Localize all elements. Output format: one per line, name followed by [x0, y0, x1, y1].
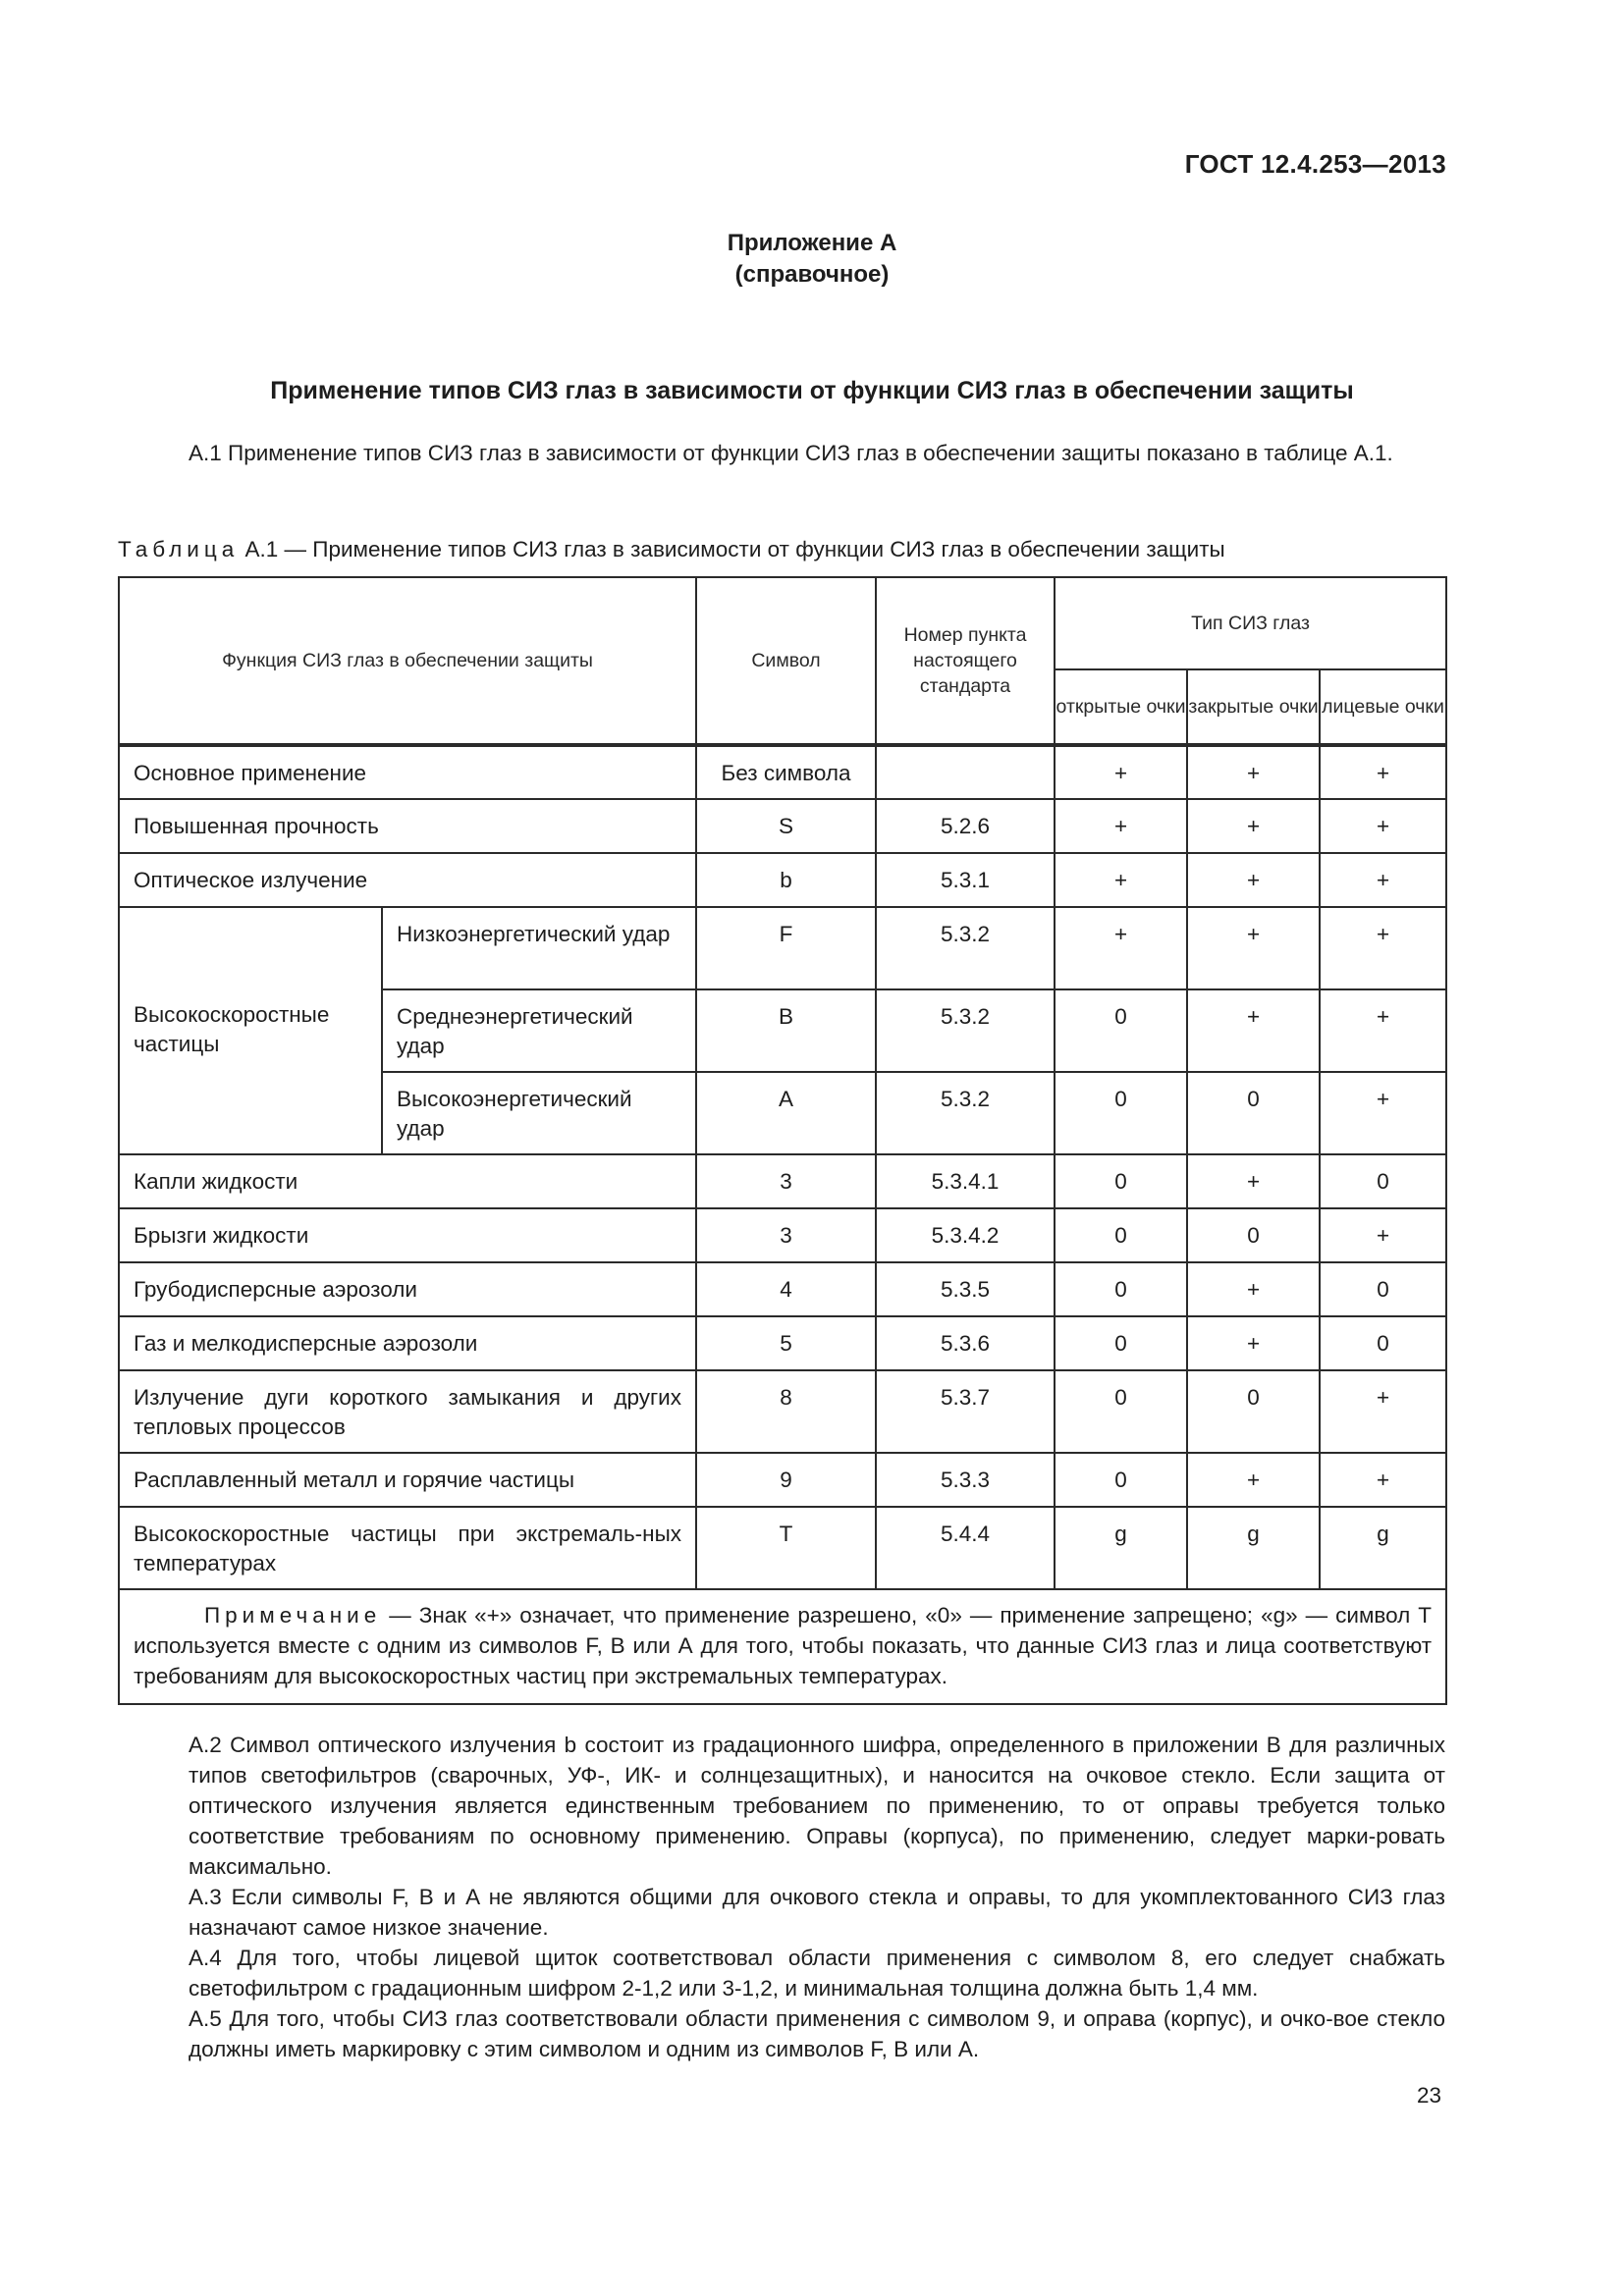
cell-closed: +: [1187, 989, 1320, 1072]
cell-symbol: A: [696, 1072, 876, 1154]
table-row: [119, 1316, 1446, 1370]
table-row: [119, 1262, 1446, 1316]
paragraph-a2-text: А.2 Символ оптического излучения b состоит из градационного шифра, определенного в приложении В для различных типов светофильтров (сварочных, УФ-, ИК- и солнцезащитных), и наносится на очковое стекло. Если защита от оптического излучения является единственным требованием по применению, то от оправы требуется только соответствие требованиям по основному применению. Оправы (корпуса), по применению, следует марки-ровать максимально.: [189, 1733, 1445, 1879]
cell-face: +: [1320, 1072, 1446, 1154]
page-number: 23: [1416, 2083, 1441, 2108]
cell-open: +: [1055, 745, 1187, 799]
cell-open: 0: [1055, 1208, 1187, 1262]
cell-face: 0: [1320, 1316, 1446, 1370]
cell-symbol: T: [696, 1507, 876, 1589]
cell-function: Расплавленный металл и горячие частицы: [119, 1453, 696, 1507]
table-note-row: [119, 1589, 1446, 1704]
table-note-label: Примечание: [204, 1603, 382, 1628]
cell-closed: 0: [1187, 1208, 1320, 1262]
cell-group-label: Высокоскоростные частицы: [119, 907, 382, 1154]
cell-clause: 5.3.2: [876, 989, 1055, 1072]
cell-closed: +: [1187, 1316, 1320, 1370]
cell-symbol: 8: [696, 1370, 876, 1453]
cell-clause: 5.4.4: [876, 1507, 1055, 1589]
cell-symbol: 9: [696, 1453, 876, 1507]
paragraph-a1: [118, 438, 1445, 468]
cell-open: +: [1055, 853, 1187, 907]
table-row: [119, 1370, 1446, 1453]
cell-clause: 5.3.3: [876, 1453, 1055, 1507]
cell-closed: +: [1187, 1154, 1320, 1208]
header-symbol: Символ: [696, 577, 876, 745]
cell-open: 0: [1055, 1370, 1187, 1453]
cell-open: g: [1055, 1507, 1187, 1589]
cell-symbol: 3: [696, 1208, 876, 1262]
cell-face: +: [1320, 989, 1446, 1072]
cell-face: g: [1320, 1507, 1446, 1589]
header-open-glasses: открытые очки: [1055, 669, 1187, 745]
cell-function: Капли жидкости: [119, 1154, 696, 1208]
cell-function: Высокоскоростные частицы при экстремаль-ных температурах: [119, 1507, 696, 1589]
cell-clause: [876, 745, 1055, 799]
cell-open: +: [1055, 799, 1187, 853]
cell-clause: 5.3.5: [876, 1262, 1055, 1316]
cell-subfunction: Низкоэнергетический удар: [382, 907, 696, 989]
cell-symbol: Без символа: [696, 745, 876, 799]
cell-clause: 5.3.1: [876, 853, 1055, 907]
cell-face: +: [1320, 907, 1446, 989]
section-title: Применение типов СИЗ глаз в зависимости от функции СИЗ глаз в обеспечении защиты: [270, 377, 1354, 404]
cell-subfunction: Среднеэнергетический удар: [382, 989, 696, 1072]
cell-face: +: [1320, 1208, 1446, 1262]
table-row: [119, 745, 1446, 799]
header-type-group: Тип СИЗ глаз: [1055, 577, 1446, 669]
cell-closed: +: [1187, 1262, 1320, 1316]
cell-clause: 5.3.4.2: [876, 1208, 1055, 1262]
cell-function: Оптическое излучение: [119, 853, 696, 907]
cell-clause: 5.3.2: [876, 1072, 1055, 1154]
paragraph-a5-text: А.5 Для того, чтобы СИЗ глаз соответствовали области применения с символом 9, и оправа (корпус), и очко-вое стекло должны иметь маркировку с этим символом и одним из символов F, B или A.: [189, 2006, 1445, 2061]
cell-clause: 5.2.6: [876, 799, 1055, 853]
appendix-type: (справочное): [734, 261, 890, 288]
cell-closed: 0: [1187, 1072, 1320, 1154]
table-row: [119, 853, 1446, 907]
cell-face: 0: [1320, 1262, 1446, 1316]
cell-open: 0: [1055, 1453, 1187, 1507]
cell-function: Повышенная прочность: [119, 799, 696, 853]
paragraph-a3-text: А.3 Если символы F, B и A не являются общими для очкового стекла и оправы, то для укомплектованного СИЗ глаз назначают самое низкое значение.: [189, 1885, 1445, 1940]
cell-closed: g: [1187, 1507, 1320, 1589]
cell-symbol: 5: [696, 1316, 876, 1370]
cell-face: +: [1320, 853, 1446, 907]
cell-closed: +: [1187, 853, 1320, 907]
cell-face: +: [1320, 1370, 1446, 1453]
cell-face: +: [1320, 745, 1446, 799]
header-face-glasses: лицевые очки: [1320, 669, 1446, 745]
table-note: [119, 1589, 1446, 1704]
table-row: [119, 799, 1446, 853]
table-caption-text: А.1 — Применение типов СИЗ глаз в зависимости от функции СИЗ глаз в обеспечении защиты: [244, 537, 1225, 561]
cell-face: +: [1320, 1453, 1446, 1507]
cell-symbol: S: [696, 799, 876, 853]
cell-open: 0: [1055, 1072, 1187, 1154]
paragraph-a5: [118, 2003, 1445, 2064]
cell-function: Основное применение: [119, 745, 696, 799]
table-caption: [118, 534, 1453, 564]
table-caption-label: Таблица: [118, 537, 240, 561]
paragraph-a1-text: А.1 Применение типов СИЗ глаз в зависимости от функции СИЗ глаз в обеспечении защиты показано в таблице А.1.: [189, 441, 1393, 465]
paragraph-a4-text: А.4 Для того, чтобы лицевой щиток соответствовал области применения с символом 8, его следует снабжать светофильтром с градационным шифром 2-1,2 или 3-1,2, и минимальная толщина должна быть 1,4 мм.: [189, 1946, 1445, 2001]
cell-open: 0: [1055, 1316, 1187, 1370]
table-note-text: — Знак «+» означает, что применение разрешено, «0» — применение запрещено; «g» — символ Т используется вместе с одним из символов F, B или А для того, чтобы показать, что данные СИЗ глаз и лица соответствуют требованиям для высокоскоростных частиц при экстремальных температурах.: [134, 1603, 1433, 1688]
cell-symbol: F: [696, 907, 876, 989]
cell-open: 0: [1055, 1262, 1187, 1316]
header-closed-glasses: закрытые очки: [1187, 669, 1320, 745]
table-row: [119, 1154, 1446, 1208]
cell-closed: +: [1187, 1453, 1320, 1507]
cell-clause: 5.3.4.1: [876, 1154, 1055, 1208]
cell-function: Излучение дуги короткого замыкания и других тепловых процессов: [119, 1370, 696, 1453]
cell-function: Газ и мелкодисперсные аэрозоли: [119, 1316, 696, 1370]
cell-symbol: 3: [696, 1154, 876, 1208]
cell-open: 0: [1055, 1154, 1187, 1208]
cell-face: 0: [1320, 1154, 1446, 1208]
cell-symbol: b: [696, 853, 876, 907]
table-row: [119, 1507, 1446, 1589]
cell-closed: +: [1187, 907, 1320, 989]
paragraph-a4: [118, 1943, 1445, 2003]
table-row: [119, 907, 1446, 989]
cell-open: +: [1055, 907, 1187, 989]
cell-clause: 5.3.7: [876, 1370, 1055, 1453]
table-row: [119, 1453, 1446, 1507]
standard-code: ГОСТ 12.4.253—2013: [1184, 149, 1446, 179]
cell-open: 0: [1055, 989, 1187, 1072]
cell-symbol: B: [696, 989, 876, 1072]
cell-closed: +: [1187, 799, 1320, 853]
cell-subfunction: Высокоэнергетический удар: [382, 1072, 696, 1154]
appendix-title: Приложение А: [727, 230, 897, 256]
header-clause: Номер пункта настоящего стандарта: [876, 577, 1055, 745]
cell-function: Грубодисперсные аэрозоли: [119, 1262, 696, 1316]
cell-face: +: [1320, 799, 1446, 853]
appendix-heading: [0, 228, 1624, 291]
cell-clause: 5.3.2: [876, 907, 1055, 989]
cell-function: Брызги жидкости: [119, 1208, 696, 1262]
paragraph-a3: [118, 1882, 1445, 1943]
cell-closed: 0: [1187, 1370, 1320, 1453]
eye-protection-table: [118, 576, 1447, 1705]
table-row: [119, 1208, 1446, 1262]
cell-clause: 5.3.6: [876, 1316, 1055, 1370]
cell-closed: +: [1187, 745, 1320, 799]
header-function: Функция СИЗ глаз в обеспечении защиты: [119, 577, 696, 745]
paragraph-a2: [118, 1730, 1445, 1882]
cell-symbol: 4: [696, 1262, 876, 1316]
